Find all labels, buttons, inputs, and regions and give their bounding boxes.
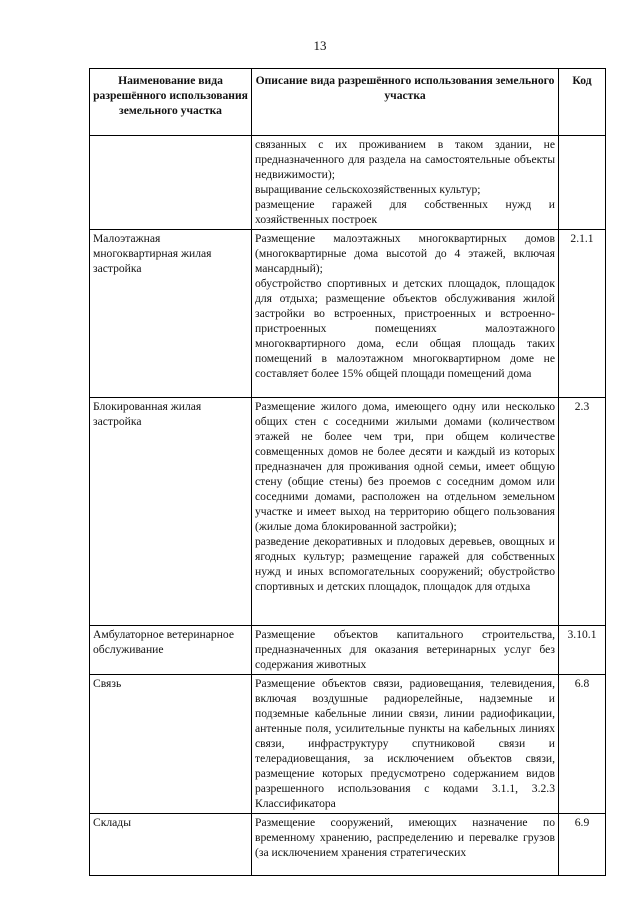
header-code: Код [559, 69, 606, 136]
use-description [252, 814, 559, 876]
use-name: Малоэтажная многоквартирная жилая застройка [90, 230, 252, 398]
use-description [252, 230, 559, 398]
header-name: Наименование вида разрешённого использования земельного участка [90, 69, 252, 136]
use-name: Блокированная жилая застройка [90, 398, 252, 626]
header-description: Описание вида разрешённого использования земельного участка [252, 69, 559, 136]
use-code: 3.10.1 [559, 626, 606, 675]
description-paragraph: Размещение жилого дома, имеющего одну или несколько общих стен с соседними жилыми домами (количеством этажей не более чем три, при общем количестве совмещенных домов не более десяти и каждый из которых предназначен для проживания одной семьи, имеет общую стену (общие стены) без проемов с соседним домом или соседними домами, расположен на отдельном земельном участке и имеет выход на территорию общего пользования (жилые дома блокированной застройки); [255, 400, 555, 533]
description-paragraph: размещение гаражей для собственных нужд и хозяйственных построек [255, 198, 555, 226]
description-paragraph: Размещение объектов связи, радиовещания, телевидения, включая воздушные радиорелейные, надземные и подземные кабельные линии связи, линии радиофикации, антенные поля, усилительные пункты на кабельных линиях связи, инфраструктуру спутниковой связи и телерадиовещания, за исключением объектов связи, размещение которых предусмотрено содержанием видов разрешенного использования с кодами 3.1.1, 3.2.3 Классификатора [255, 677, 555, 810]
use-description [252, 136, 559, 230]
description-paragraph: Размещение объектов капитального строительства, предназначенных для оказания ветеринарных услуг без содержания животных [255, 628, 555, 671]
table-row [90, 675, 606, 814]
description-paragraph: Размещение сооружений, имеющих назначение по временному хранению, распределению и перевалке грузов (за исключением хранения стратегических [255, 816, 555, 859]
use-name: Амбулаторное ветеринарное обслуживание [90, 626, 252, 675]
table-row [90, 814, 606, 876]
land-use-table [89, 68, 606, 876]
use-code: 6.8 [559, 675, 606, 814]
table-row [90, 626, 606, 675]
description-paragraph: Размещение малоэтажных многоквартирных домов (многоквартирные дома высотой до 4 этажей, включая мансардный); [255, 232, 555, 275]
description-paragraph: выращивание сельскохозяйственных культур; [255, 183, 481, 196]
description-paragraph: связанных с их проживанием в таком здании, не предназначенного для раздела на самостоятельные объекты недвижимости); [255, 138, 555, 181]
use-code: 6.9 [559, 814, 606, 876]
description-paragraph: разведение декоративных и плодовых деревьев, овощных и ягодных культур; размещение гаражей для собственных нужд и иных вспомогательных сооружений; обустройство спортивных и детских площадок, площадок для отдыха [255, 535, 555, 593]
use-description [252, 626, 559, 675]
description-paragraph: обустройство спортивных и детских площадок, площадок для отдыха; размещение объектов обслуживания жилой застройки во встроенных, пристроенных и встроенно-пристроенных помещениях малоэтажного многоквартирного дома, если общая площадь таких помещений в малоэтажном многоквартирном доме не составляет более 15% общей площади помещений дома [255, 277, 555, 380]
table-row [90, 398, 606, 626]
use-code [559, 136, 606, 230]
use-description [252, 675, 559, 814]
table-row [90, 230, 606, 398]
use-name: Склады [90, 814, 252, 876]
use-code: 2.1.1 [559, 230, 606, 398]
use-description [252, 398, 559, 626]
table-header-row [90, 69, 606, 136]
use-name: Связь [90, 675, 252, 814]
page-number: 13 [313, 38, 327, 53]
use-name [90, 136, 252, 230]
table-body [90, 136, 606, 876]
table-row [90, 136, 606, 230]
use-code: 2.3 [559, 398, 606, 626]
